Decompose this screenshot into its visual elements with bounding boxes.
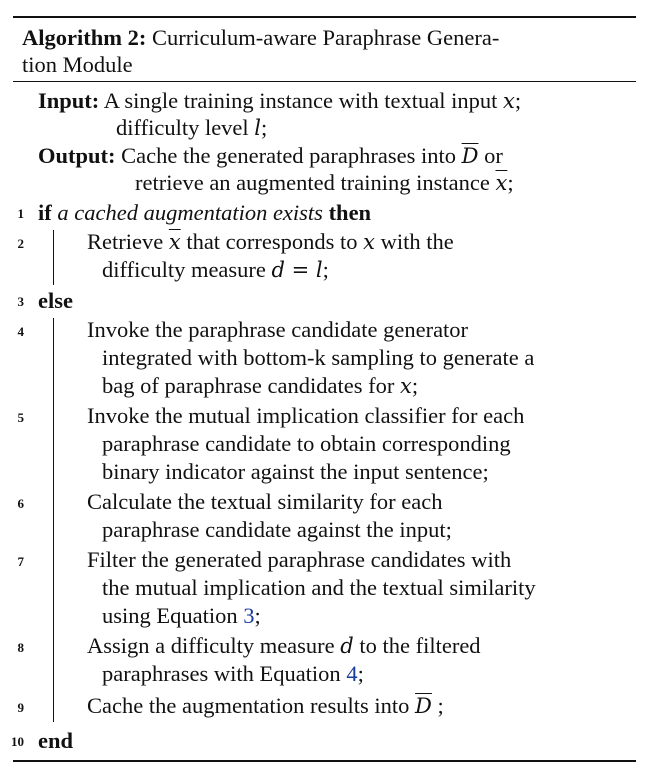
line-2-text2: that corresponds to [186,229,358,254]
line-8-1-text: Assign a difficulty measure [87,633,335,658]
equation-3-link[interactable]: 3 [243,603,255,628]
output-line-2 [135,169,514,197]
line-number-3: 3 [17,294,24,309]
equation-4-link[interactable]: 4 [346,661,358,686]
top-rule [13,16,636,18]
line-2-var-xbar: $\overline{x}$ [168,230,181,254]
line-number-2: 2 [17,236,24,251]
output-label: Output: [38,143,116,168]
input-end-1: ; [514,88,522,113]
line-4-3 [102,372,418,400]
line-7-3 [102,602,261,629]
line-number-8: 8 [17,640,24,655]
line-8-end: ; [357,661,364,686]
line-2-end: ; [322,257,329,282]
line-8-var-d: d [340,634,354,658]
line-4-end: ; [411,373,419,398]
line-2-text1: Retrieve [87,229,164,254]
output-text-1: Cache the generated paraphrases into [121,143,456,168]
line-7-1: Filter the generated paraphrase candidates with [87,547,512,572]
line-5-3: binary indicator against the input sentence; [102,459,489,484]
line-4-3-text: bag of paraphrase candidates for [102,373,395,398]
line-2-cont-text: difficulty measure [102,257,266,282]
input-label: Input: [38,88,100,113]
input-text-2: difficulty level [116,115,249,140]
line-9 [87,692,444,720]
line-number-1: 1 [17,206,24,221]
algorithm-caption [22,24,499,51]
if-block-bar [53,230,54,285]
line-8-2-text: paraphrases with Equation [102,661,341,686]
keyword-if: if [38,200,52,225]
line-2-text3: with the [380,229,454,254]
output-text-2: retrieve an augmented training instance [135,170,490,195]
if-condition: a cached augmentation exists [57,200,323,225]
input-var-l: l [254,116,262,140]
line-number-6: 6 [17,496,24,511]
input-text-1: A single training instance with textual input [103,88,498,113]
output-line-1 [38,142,503,170]
line-2-cont [102,256,329,284]
output-end-2: ; [507,170,514,195]
line-9-end: ; [437,693,444,718]
output-var-dataset: $\overline{D}$ [461,144,479,168]
line-1 [38,199,371,226]
output-end-1: or [484,143,503,168]
line-2-math: d = l [271,258,323,282]
keyword-then: then [328,200,372,225]
line-number-9: 9 [17,700,24,715]
line-5-1: Invoke the mutual implication classifier for each [87,403,525,428]
else-block-bar [53,318,54,722]
line-2-var-x: x [363,230,375,254]
algorithm-caption-line2 [22,51,133,78]
line-7-end: ; [254,603,261,628]
line-8-2 [102,660,364,687]
input-line-2 [116,114,267,142]
line-5-2: paraphrase candidate to obtain corresponding [102,431,511,456]
line-number-7: 7 [17,554,24,569]
line-8-1 [87,632,481,660]
keyword-else: else [38,288,73,313]
line-8-1-end: to the filtered [359,633,481,658]
line-number-10: 10 [11,734,24,749]
line-2 [87,228,454,256]
input-line-1 [38,87,521,115]
line-6-2: paraphrase candidate against the input; [102,517,452,542]
bottom-rule [13,760,636,762]
line-4-2: integrated with bottom-k sampling to generate a [102,345,535,370]
input-end-2: ; [261,115,268,140]
line-4-1: Invoke the paraphrase candidate generator [87,317,469,342]
line-6-1: Calculate the textual similarity for each [87,489,443,514]
keyword-end: end [38,728,74,753]
output-var-xbar: $\overline{x}$ [495,171,508,195]
input-var-x: x [503,89,515,113]
line-9-text: Cache the augmentation results into [87,693,410,718]
caption-label: Algorithm 2: [22,25,147,50]
line-7-3-text: using Equation [102,603,238,628]
line-number-5: 5 [17,410,24,425]
line-9-var-dataset: $\overline{D}$ [415,694,432,718]
line-4-var-x: x [399,374,412,398]
caption-rule [13,81,636,82]
caption-text-line1: Curriculum-aware Paraphrase Genera- [151,25,500,50]
caption-text-line2: tion Module [22,52,133,77]
line-7-2: the mutual implication and the textual similarity [102,575,536,600]
line-number-4: 4 [17,324,24,339]
